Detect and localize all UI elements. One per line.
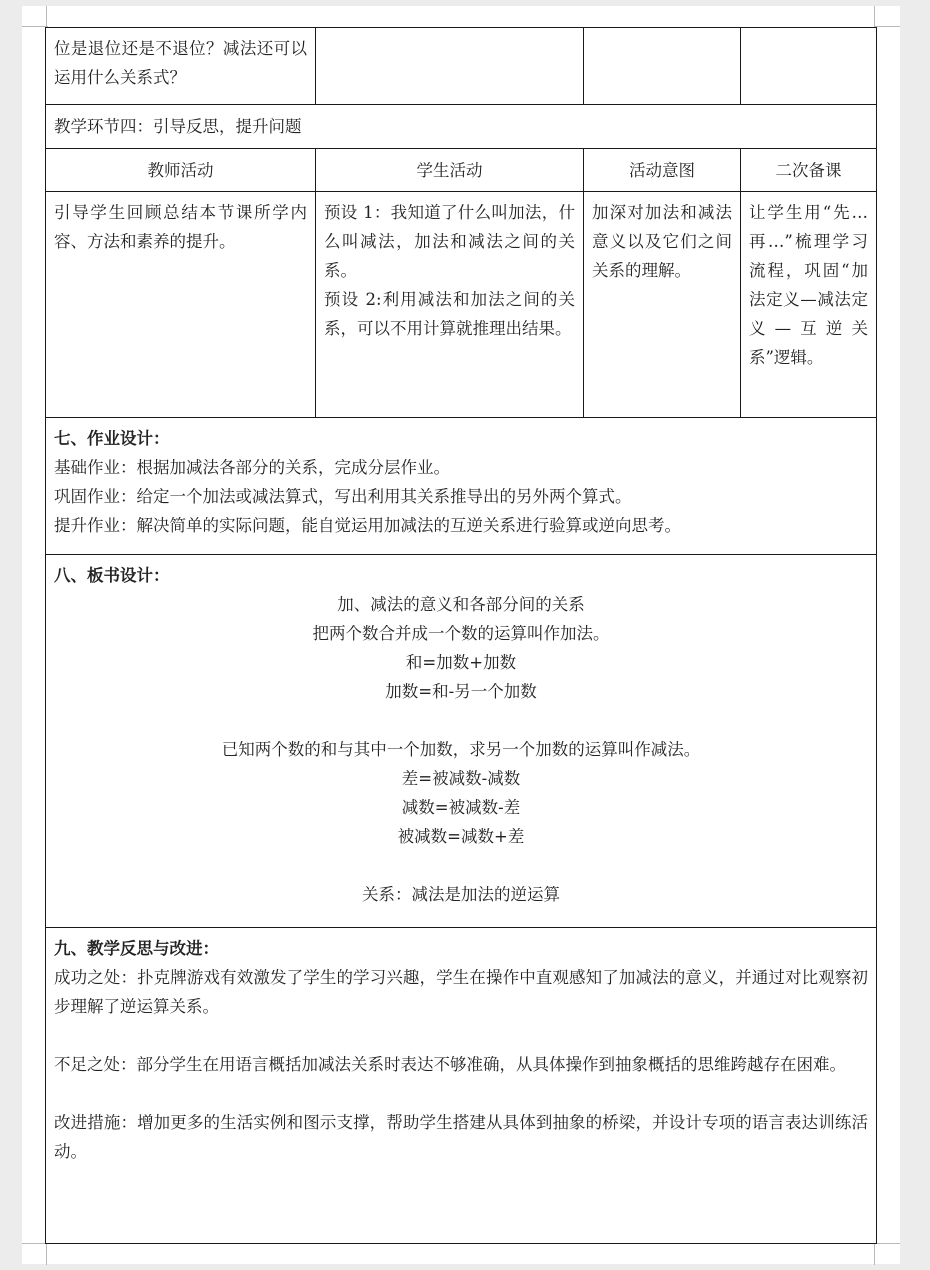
board-subtraction-definition: 已知两个数的和与其中一个加数，求另一个加数的运算叫作减法。 (221, 740, 701, 759)
homework-title: 七、作业设计： (54, 429, 170, 448)
student-activity-cell (316, 192, 584, 418)
crop-mark-tr-h (874, 26, 900, 27)
board-addition-formula-1: 和=加数+加数 (405, 653, 517, 672)
board-design-title: 八、板书设计： (54, 566, 170, 585)
board-subtraction-formula-3: 被减数=减数+差 (397, 827, 525, 846)
homework-item-consolidate: 巩固作业：给定一个加法或减法算式，写出利用其关系推导出的另外两个算式。 (54, 487, 632, 506)
crop-mark-tl-v (46, 6, 47, 28)
notes-cell (741, 28, 877, 105)
homework-item-basic: 基础作业：根据加减法各部分的关系，完成分层作业。 (54, 458, 450, 477)
table-row (46, 418, 877, 555)
table-row (46, 28, 877, 105)
board-heading: 加、减法的意义和各部分间的关系 (337, 595, 585, 614)
lesson-plan-table (45, 27, 877, 1244)
spacer (54, 1021, 868, 1050)
table-header-row (46, 149, 877, 192)
crop-mark-br-v (874, 1243, 875, 1265)
intent-cell (584, 192, 741, 418)
crop-mark-tr-v (874, 6, 875, 28)
activity-intent-text: 加深对加法和减法意义以及它们之间关系的理解。 (592, 203, 732, 280)
board-subtraction-formula-1: 差=被减数-减数 (401, 769, 521, 788)
spacer (54, 706, 868, 735)
header-teacher-activity: 教师活动 (46, 149, 316, 192)
homework-section (46, 418, 877, 555)
second-prep-text: 让学生用“先…再…”梳理学习流程，巩固“加法定义—减法定义—互逆关系”逻辑。 (749, 203, 868, 367)
table-row (46, 105, 877, 149)
reflection-section (46, 928, 877, 1244)
header-student-activity: 学生活动 (316, 149, 584, 192)
homework-item-advanced: 提升作业：解决简单的实际问题，能自觉运用加减法的互逆关系进行验算或逆向思考。 (54, 516, 681, 535)
teacher-activity-text: 位是退位还是不退位？减法还可以运用什么关系式？ (54, 39, 307, 87)
crop-mark-bl-v (46, 1243, 47, 1265)
spacer (54, 851, 868, 880)
table-row (46, 192, 877, 418)
student-preset-1: 预设 1：我知道了什么叫加法，什么叫减法，加法和减法之间的关系。 (324, 203, 575, 280)
spacer (54, 1079, 868, 1108)
board-addition-definition: 把两个数合并成一个数的运算叫作加法。 (312, 624, 610, 643)
board-design-section (46, 555, 877, 928)
teacher-activity-text: 引导学生回顾总结本节课所学内容、方法和素养的提升。 (54, 203, 307, 251)
reflection-shortcoming: 不足之处：部分学生在用语言概括加减法关系时表达不够准确，从具体操作到抽象概括的思维跨越存在困难。 (54, 1055, 846, 1074)
intent-cell (584, 28, 741, 105)
student-preset-2: 预设 2:利用减法和加法之间的关系，可以不用计算就推理出结果。 (324, 290, 575, 338)
reflection-title: 九、教学反思与改进： (54, 939, 219, 958)
board-relation: 关系：减法是加法的逆运算 (362, 885, 560, 904)
student-activity-cell (316, 28, 584, 105)
notes-cell (741, 192, 877, 418)
crop-mark-br-h (874, 1243, 900, 1244)
reflection-improvement: 改进措施：增加更多的生活实例和图示支撑，帮助学生搭建从具体到抽象的桥梁，并设计专项的语言表达训练活动。 (54, 1113, 868, 1161)
teacher-activity-cell (46, 192, 316, 418)
header-second-prep: 二次备课 (741, 149, 877, 192)
header-activity-intent: 活动意图 (584, 149, 741, 192)
section-title: 教学环节四：引导反思，提升问题 (54, 117, 302, 136)
table-row (46, 555, 877, 928)
teacher-activity-cell (46, 28, 316, 105)
board-subtraction-formula-2: 减数=被减数-差 (401, 798, 521, 817)
section-title-cell (46, 105, 877, 149)
table-row (46, 928, 877, 1244)
reflection-success: 成功之处：扑克牌游戏有效激发了学生的学习兴趣，学生在操作中直观感知了加减法的意义，并通过对比观察初步理解了逆运算关系。 (54, 968, 868, 1016)
board-addition-formula-2: 加数=和-另一个加数 (385, 682, 537, 701)
